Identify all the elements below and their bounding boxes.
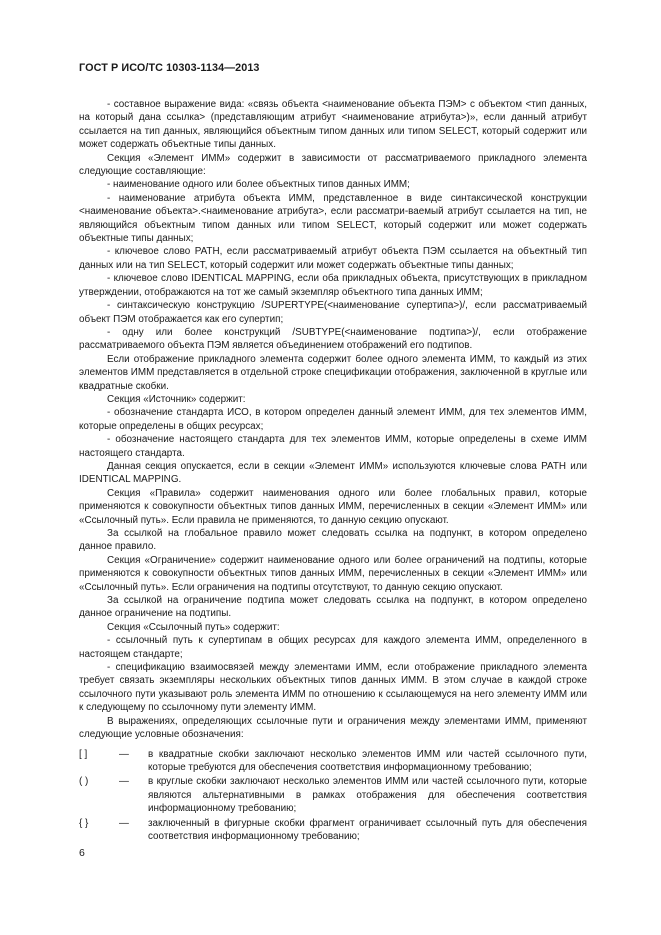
paragraph-constraint-reference: За ссылкой на ограничение подтипа может следовать ссылка на подпункт, в котором определено данное ограничение на подтипы. <box>79 595 587 620</box>
list-item-path-keyword: - ключевое слово PATH, если рассматриваемый атрибут объекта ПЭМ ссылается на объектный тип данных или на тип SELECT, который содержит или может содержать объектные типы данных; <box>79 246 587 271</box>
list-item-supertype: - синтаксическую конструкцию /SUPERTYPE(<наименование супертипа>)/, если рассматриваемый объект ПЭМ отображается как его супертип; <box>79 300 587 325</box>
legend-text: заключенный в фигурные скобки фрагмент ограничивает ссылочный путь для обеспечения соответствия информационному требованию; <box>148 817 587 842</box>
paragraph-imm-element-section: Секция «Элемент ИММ» содержит в зависимости от рассматриваемого прикладного элемента следующие составляющие: <box>79 152 587 178</box>
legend-dash: — <box>119 776 129 788</box>
page-number: 6 <box>79 847 85 859</box>
legend-symbol: [ ] <box>79 748 88 760</box>
list-item-subtype: - одну или более конструкций /SUBTYPE(<наименование подтипа>)/, если отображение рассматриваемого объекта ПЭМ является объединением отображений его подтипов. <box>79 326 587 352</box>
legend-row-square-brackets <box>79 748 587 775</box>
list-item-relationship-spec: - спецификацию взаимосвязей между элементами ИММ, если отображение прикладного элемента требует связать экземпляры нескольких объектных типов данных ИММ. В этом случае в каждой строке ссылочного пути указывают роль элемента ИММ по отношению к ссылающемуся на него элементу ИММ или к следующему по ссылочному пути элементу ИММ. <box>79 662 587 714</box>
paragraph-composite-expression: - составное выражение вида: «связь объекта <наименование объекта ПЭМ> с объектом <тип данных, на который дана ссылка> (представляющим атрибут <наименование атрибута>)», если данный атрибут ссылается на тип данных, являющийся объектным типом данных или типом SELECT, который содержит или может содержать объектные типы данных. <box>79 99 587 151</box>
legend-symbol: { } <box>79 817 89 829</box>
paragraph-notation-intro: В выражениях, определяющих ссылочные пути и ограничения между элементами ИММ, применяют следующие условные обозначения: <box>79 715 587 741</box>
legend-dash: — <box>119 817 129 829</box>
paragraph-source-section: Секция «Источник» содержит: <box>107 393 246 405</box>
list-item-this-standard: - обозначение настоящего стандарта для тех элементов ИММ, которые определены в схеме ИММ настоящего стандарта. <box>79 434 587 459</box>
list-item-attribute-name: - наименование атрибута объекта ИММ, представленное в виде синтаксической конструкции <наименование объекта>.<наименование атрибута>, если рассматри-ваемый атрибут ссылается на тип, не являющийся объектным типом данных или типом SELECT, который содержит или может содержать объектные типы данных; <box>79 192 587 245</box>
paragraph-constraint-section: Секция «Ограничение» содержит наименование одного или более ограничений на подтипы, которые применяются к совокупности объектных типов данных ИММ, перечисленных в секции «Элемент ИММ» или «Ссылочный путь». Если ограничения на подтипы отсутствуют, то данную секцию опускают. <box>79 554 587 593</box>
legend-text: в квадратные скобки заключают несколько элементов ИММ или частей ссылочного пути, которые требуются для обеспечения соответствия информационному требованию; <box>148 748 587 773</box>
legend-symbol: ( ) <box>79 776 89 788</box>
document-header: ГОСТ Р ИСО/ТС 10303-1134—2013 <box>79 62 260 74</box>
legend-row-curly-braces <box>79 817 587 844</box>
notation-legend <box>79 748 587 844</box>
list-item-supertype-path: - ссылочный путь к супертипам в общих ресурсах для каждого элемента ИММ, определенного в настоящем стандарте; <box>79 635 587 660</box>
list-item-entity-names: - наименование одного или более объектных типов данных ИММ; <box>107 179 410 191</box>
legend-dash: — <box>119 748 129 760</box>
paragraph-rule-reference: За ссылкой на глобальное правило может следовать ссылка на подпункт, в котором определено данное правило. <box>79 528 587 553</box>
document-body <box>79 98 587 844</box>
list-item-identical-mapping: - ключевое слово IDENTICAL MAPPING, если оба прикладных объекта, присутствующих в прикладном утверждении, отображаются на тот же самый экземпляр объектного типа данных ИММ; <box>79 273 587 298</box>
legend-text: в круглые скобки заключают несколько элементов ИММ или частей ссылочного пути, которые являются альтернативными в рамках отображения для обеспечения соответствия информационному требованию; <box>148 776 587 815</box>
list-item-iso-standard: - обозначение стандарта ИСО, в котором определен данный элемент ИММ, для тех элементов ИММ, которые определены в общих ресурсах; <box>79 407 587 432</box>
paragraph-reference-path-section: Секция «Ссылочный путь» содержит: <box>107 621 280 633</box>
paragraph-multiple-elements: Если отображение прикладного элемента содержит более одного элемента ИММ, то каждый из этих элементов ИММ представляется в отдельной строке спецификации отображения, заключенной в круглые или квадратные скобки. <box>79 353 587 392</box>
legend-row-parentheses <box>79 775 587 815</box>
paragraph-section-omitted: Данная секция опускается, если в секции «Элемент ИММ» используются ключевые слова PATH или IDENTICAL MAPPING. <box>79 460 587 486</box>
paragraph-rules-section: Секция «Правила» содержит наименования одного или более глобальных правил, которые применяются к совокупности объектных типов данных ИММ, перечисленных в секции «Элемент ИММ» или «Ссылочный путь». Если правила не применяются, то данную секцию опускают. <box>79 487 587 526</box>
